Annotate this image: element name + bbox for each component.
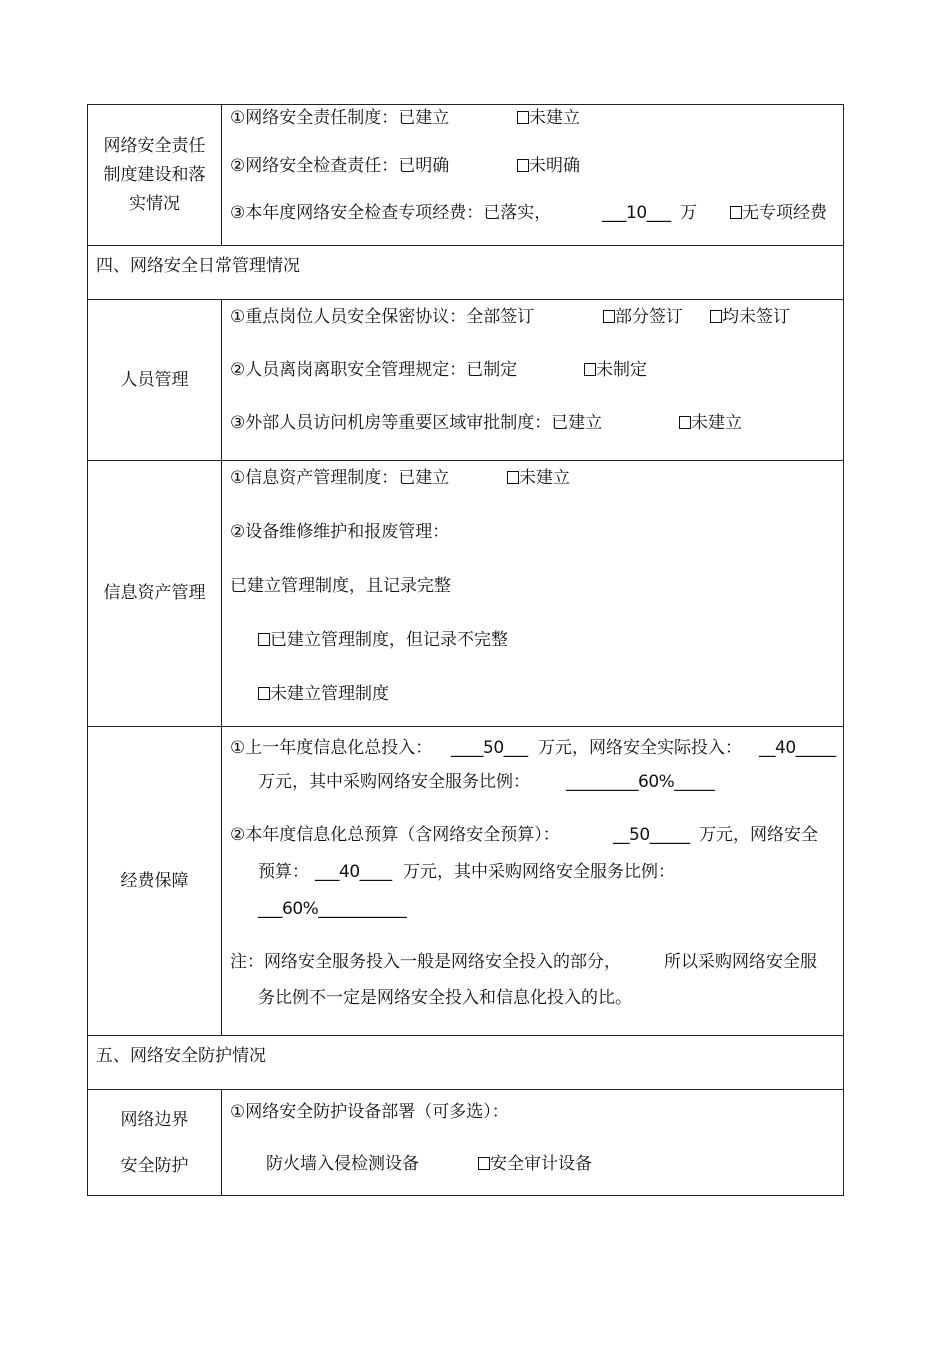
- security-investment-blank[interactable]: __40_____: [759, 738, 836, 758]
- option-firewall-ids[interactable]: 防火墙入侵检测设备: [266, 1154, 419, 1174]
- service-ratio-blank[interactable]: _________60%_____: [566, 772, 715, 792]
- label-line: 网络边界: [120, 1109, 189, 1130]
- item-text: ②人员离岗离职安全管理规定：已制定: [230, 360, 518, 380]
- item-line: [230, 466, 839, 490]
- item-text: ①信息资产管理制度：已建立: [230, 468, 450, 488]
- item-line: [230, 736, 839, 760]
- checkbox-icon[interactable]: [710, 310, 722, 323]
- fund-amount: 10: [626, 203, 647, 223]
- item-line: [230, 305, 839, 329]
- item-text: ②设备维修维护和报废管理：: [230, 522, 450, 542]
- checkbox-icon[interactable]: [603, 310, 615, 323]
- row-content-funding: [222, 727, 844, 1036]
- row-funding: [88, 727, 844, 1036]
- row-content-responsibility: [222, 105, 844, 246]
- label-line: 网络安全责任: [103, 135, 206, 156]
- item-line: [230, 1100, 839, 1124]
- item-text: 万元，其中采购网络安全服务比例：: [403, 862, 675, 882]
- item-line: [230, 897, 839, 921]
- item-line: [230, 411, 839, 435]
- option-not-established[interactable]: 未建立: [679, 411, 742, 435]
- label-line: 安全防护: [120, 1155, 189, 1176]
- item-line: [230, 358, 839, 382]
- option-not-established[interactable]: 未建立: [517, 106, 580, 130]
- section-title-cell: [88, 1036, 844, 1090]
- row-section-5: [88, 1036, 844, 1090]
- item-text: ②本年度信息化总预算（含网络安全预算）：: [230, 825, 560, 845]
- note-text: 所以采购网络安全服: [664, 952, 817, 972]
- row-label-assets: 信息资产管理: [88, 461, 222, 727]
- option-audit-device[interactable]: 安全审计设备: [478, 1152, 592, 1176]
- security-budget-blank[interactable]: ___40____: [315, 862, 392, 882]
- row-content-personnel: [222, 300, 844, 461]
- item-line: [230, 823, 839, 847]
- item-line: [230, 770, 839, 794]
- item-line: [230, 201, 839, 225]
- item-text: 万元，网络安全: [699, 825, 818, 845]
- item-line: [230, 520, 839, 544]
- item-text: ①重点岗位人员安全保密协议：全部签订: [230, 307, 535, 327]
- checkbox-icon[interactable]: [517, 111, 529, 124]
- row-responsibility: [88, 105, 844, 246]
- option-not-formulated[interactable]: 未制定: [584, 358, 647, 382]
- total-investment-blank[interactable]: ____50___: [451, 738, 528, 758]
- item-text: ③本年度网络安全检查专项经费：已落实，: [230, 203, 552, 223]
- item-text: ③外部人员访问机房等重要区域审批制度：已建立: [230, 413, 603, 433]
- note-line: [230, 950, 839, 974]
- item-text: ②网络安全检查责任：已明确: [230, 156, 450, 176]
- row-label-responsibility: [88, 105, 222, 246]
- survey-table: [87, 104, 844, 1196]
- item-text: ①网络安全责任制度：已建立: [230, 108, 450, 128]
- option-partial-signed[interactable]: 部分签订: [603, 305, 683, 329]
- section-title: 四、网络安全日常管理情况: [96, 256, 300, 276]
- label-line: 制度建设和落: [103, 164, 206, 185]
- checkbox-icon[interactable]: [584, 363, 596, 376]
- item-line: [230, 860, 839, 884]
- fund-blank[interactable]: ___10___: [602, 203, 671, 223]
- item-line: [230, 106, 839, 130]
- row-personnel: [88, 300, 844, 461]
- section-title: 五、网络安全防护情况: [96, 1046, 266, 1066]
- item-text: ①上一年度信息化总投入：: [230, 738, 433, 758]
- note-text: 注：网络安全服务投入一般是网络安全投入的部分，: [230, 952, 621, 972]
- item-text: 万元，网络安全实际投入：: [538, 738, 742, 758]
- checkbox-icon[interactable]: [730, 206, 742, 219]
- note-text: 务比例不一定是网络安全投入和信息化投入的比。: [258, 988, 632, 1008]
- row-section-4: [88, 246, 844, 300]
- unit-text: 万: [680, 203, 697, 223]
- option-not-established[interactable]: 未建立: [507, 466, 570, 490]
- item-line: [230, 154, 839, 178]
- option-not-clear[interactable]: 未明确: [517, 154, 580, 178]
- row-content-assets: [222, 461, 844, 727]
- row-assets: [88, 461, 844, 727]
- budget-service-ratio-blank[interactable]: ___60%___________: [258, 899, 407, 919]
- option-no-fund[interactable]: 无专项经费: [730, 201, 827, 225]
- note-line: [230, 986, 839, 1010]
- row-label-personnel: 人员管理: [88, 300, 222, 461]
- item-text: 预算：: [258, 862, 309, 882]
- option-no-system[interactable]: 未建立管理制度: [230, 682, 839, 706]
- option-none-signed[interactable]: 均未签订: [710, 305, 790, 329]
- budget-blank[interactable]: __50_____: [613, 825, 690, 845]
- checkbox-icon[interactable]: [507, 471, 519, 484]
- item-text: 万元，其中采购网络安全服务比例：: [258, 772, 530, 792]
- checkbox-icon[interactable]: [517, 159, 529, 172]
- row-label-boundary: [88, 1090, 222, 1196]
- checkbox-icon[interactable]: [679, 416, 691, 429]
- checkbox-icon[interactable]: [478, 1157, 490, 1170]
- section-title-cell: [88, 246, 844, 300]
- checkbox-icon[interactable]: [258, 633, 270, 646]
- option-complete-records[interactable]: 已建立管理制度，且记录完整: [230, 576, 451, 596]
- row-boundary: [88, 1090, 844, 1196]
- item-line: [230, 1152, 839, 1176]
- option-incomplete-records[interactable]: 已建立管理制度，但记录不完整: [230, 628, 839, 652]
- row-content-boundary: [222, 1090, 844, 1196]
- label-line: 实情况: [129, 193, 180, 214]
- row-label-funding: 经费保障: [88, 727, 222, 1036]
- item-text: ①网络安全防护设备部署（可多选）：: [230, 1102, 509, 1122]
- checkbox-icon[interactable]: [258, 687, 270, 700]
